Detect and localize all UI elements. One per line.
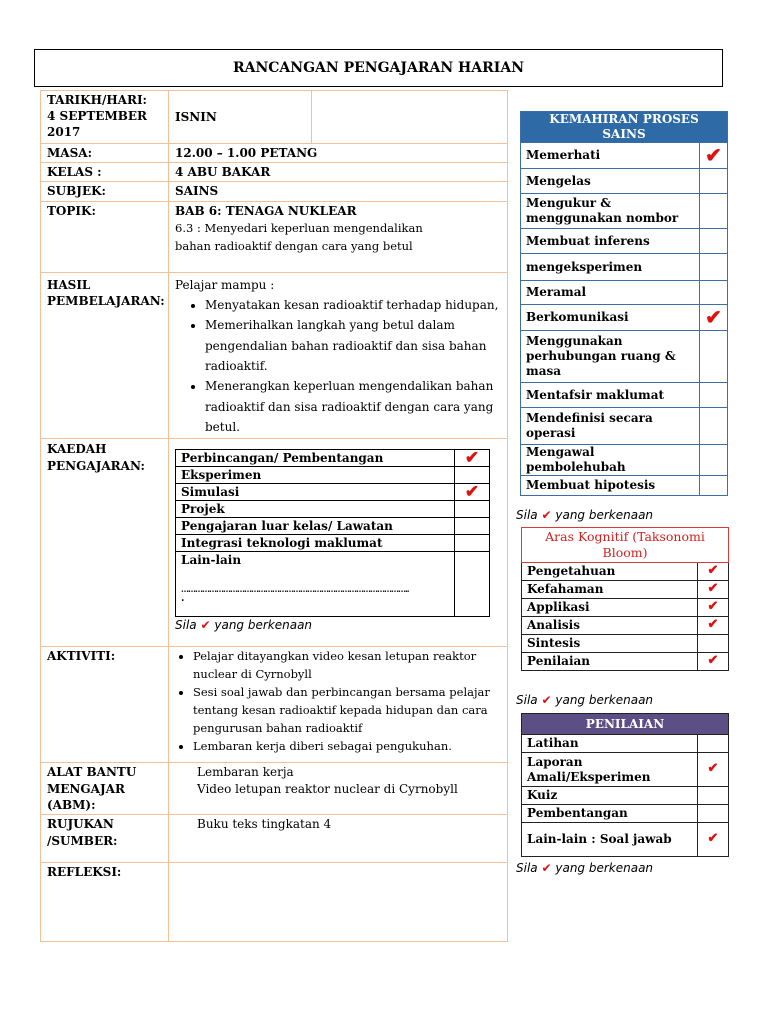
topik-title: BAB 6: TENAGA NUKLEAR [175,203,357,218]
kelas-label: KELAS : [41,163,169,182]
check-icon: ✔ [455,450,490,467]
kps-item: Mengukur & menggunakan nombor [521,194,700,229]
table-row [522,653,729,671]
method-label: Lain-lain [181,553,242,568]
abm-line1: Lembaran kerja [197,765,294,780]
kps-item: Meramal [521,281,700,305]
kps-item: Mendefinisi secara operasi [521,408,700,445]
checkbox-cell [700,445,728,476]
check-icon: ✔ [700,143,728,169]
list-item: • Menerangkan keperluan mengendalikan bahan radioaktif dan sisa radioaktif dengan cara yang betul. [205,376,501,437]
dot: . [181,593,185,605]
checkbox-cell [455,552,490,617]
table-row [176,450,490,467]
checkbox-cell [455,518,490,535]
kps-item: Mengawal pembolehubah [521,445,700,476]
topik-label: TOPIK: [41,201,169,272]
aras-item: Pengetahuan [522,563,698,581]
table-row [521,305,728,331]
aras-table [521,527,729,671]
aras-item: Sintesis [522,635,698,653]
sila-note: Sila ✔ yang berkenaan [175,618,313,633]
table-row [521,281,728,305]
check-icon: ✔ [698,823,729,857]
table-row [522,787,729,805]
kps-header: KEMAHIRAN PROSES SAINS [521,112,728,143]
row-tarikh [41,91,508,144]
table-row [176,552,490,617]
dotted-line: …………………………………………………………………………………….. [181,584,409,595]
row-topik [41,201,508,272]
checkbox-cell [700,169,728,194]
penilaian-item: Latihan [522,735,698,753]
table-row [176,518,490,535]
checkbox-cell [700,408,728,445]
kps-item: Mengelas [521,169,700,194]
table-row [521,476,728,496]
kps-item: Membuat hipotesis [521,476,700,496]
aktiviti-list [175,648,501,755]
kps-item: Berkomunikasi [521,305,700,331]
subjek-value: SAINS [169,182,508,201]
checkbox-cell [700,194,728,229]
method-label: Perbincangan/ Pembentangan [176,450,455,467]
day-value: ISNIN [169,91,312,144]
kps-item: Memerhati [521,143,700,169]
method-label: Integrasi teknologi maklumat [176,535,455,552]
aras-item: Kefahaman [522,581,698,599]
penilaian-item: Laporan Amali/Eksperimen [522,753,698,787]
checkbox-cell [455,535,490,552]
method-label: Projek [176,501,455,518]
tarikh-date: 4 SEPTEMBER 2017 [47,109,147,140]
table-row [521,254,728,281]
sila-note: Sila ✔ yang berkenaan [516,861,654,875]
check-icon: ✔ [541,861,552,875]
refleksi-label: REFLEKSI: [41,863,169,942]
table-row [522,753,729,787]
checkbox-cell [700,254,728,281]
penilaian-item: Pembentangan [522,805,698,823]
table-row [522,599,729,617]
page-title: RANCANGAN PENGAJARAN HARIAN [34,49,723,87]
check-icon: ✔ [698,599,729,617]
table-row [521,169,728,194]
checkbox-cell [700,281,728,305]
tarikh-empty-cell [312,91,508,144]
row-masa [41,144,508,163]
checkbox-cell [698,805,729,823]
check-icon: ✔ [541,508,552,522]
kps-item: mengeksperimen [521,254,700,281]
table-row [522,581,729,599]
checkbox-cell [698,735,729,753]
sila-note: Sila ✔ yang berkenaan [516,508,654,522]
row-kaedah [41,439,508,647]
table-row [521,143,728,169]
abm-line2: Video letupan reaktor nuclear di Cyrnobyll [197,781,458,796]
list-item: • Sesi soal jawab dan perbincangan bersama pelajar tentang kesan radioaktif kepada hidupan dan cara pengurusan bahan radioaktif [193,684,501,737]
check-icon: ✔ [698,581,729,599]
table-row [521,383,728,408]
checkbox-cell [700,229,728,254]
hasil-label: HASIL PEMBELAJARAN: [41,272,169,439]
table-row [176,484,490,501]
kps-item: Mentafsir maklumat [521,383,700,408]
rujukan-value: Buku teks tingkatan 4 [169,815,508,863]
refleksi-value [169,863,508,942]
aras-item: Analisis [522,617,698,635]
list-item: • Pelajar ditayangkan video kesan letupan reaktor nuclear di Cyrnobyll [193,648,501,684]
method-label: Eksperimen [176,467,455,484]
table-row [521,229,728,254]
penilaian-table [521,713,729,857]
check-icon: ✔ [455,484,490,501]
row-refleksi [41,863,508,942]
checkbox-cell [700,331,728,383]
table-row [521,408,728,445]
check-icon: ✔ [698,617,729,635]
checkbox-cell [700,476,728,496]
aras-item: Applikasi [522,599,698,617]
penilaian-header: PENILAIAN [522,714,729,735]
checkbox-cell [455,467,490,484]
list-item: • Memerihalkan langkah yang betul dalam pengendalian bahan radioaktif dan sisa bahan radioaktif. [205,315,501,376]
checkbox-cell [698,787,729,805]
check-icon: ✔ [698,753,729,787]
row-rujukan [41,815,508,863]
table-row [522,823,729,857]
rujukan-label: RUJUKAN /SUMBER: [41,815,169,863]
check-icon: ✔ [700,305,728,331]
method-label: Pengajaran luar kelas/ Lawatan [176,518,455,535]
table-row [521,445,728,476]
table-row [521,331,728,383]
row-abm [41,763,508,815]
hasil-list [175,295,501,438]
penilaian-item: Lain-lain : Soal jawab [522,823,698,857]
penilaian-item: Kuiz [522,787,698,805]
method-label: Simulasi [176,484,455,501]
check-icon: ✔ [541,693,552,707]
check-icon: ✔ [698,563,729,581]
table-row [176,467,490,484]
masa-value: 12.00 – 1.00 PETANG [169,144,508,163]
row-subjek [41,182,508,201]
methods-table [175,449,490,617]
checkbox-cell [698,635,729,653]
table-row [522,617,729,635]
kps-item: Membuat inferens [521,229,700,254]
lesson-plan-table [40,90,508,942]
aras-item: Penilaian [522,653,698,671]
kps-item: Menggunakan perhubungan ruang & masa [521,331,700,383]
hasil-intro: Pelajar mampu : [175,277,275,292]
kps-table [520,111,728,496]
check-icon: ✔ [698,653,729,671]
kaedah-label: KAEDAH PENGAJARAN: [41,439,169,647]
topik-sub: 6.3 : Menyedari keperluan mengendalikan bahan radioaktif dengan cara yang betul [175,220,423,254]
masa-label: MASA: [41,144,169,163]
row-aktiviti [41,647,508,763]
table-row [521,194,728,229]
table-row [176,501,490,518]
row-hasil [41,272,508,439]
table-row [176,535,490,552]
table-row [522,635,729,653]
row-kelas [41,163,508,182]
abm-label: ALAT BANTU MENGAJAR (ABM): [41,763,169,815]
check-icon: ✔ [200,618,211,633]
aktiviti-label: AKTIVITI: [41,647,169,763]
tarikh-label: TARIKH/HARI: [47,93,147,107]
table-row [522,805,729,823]
checkbox-cell [455,501,490,518]
checkbox-cell [700,383,728,408]
list-item: • Menyatakan kesan radioaktif terhadap hidupan, [205,295,501,315]
kelas-value: 4 ABU BAKAR [169,163,508,182]
sila-note: Sila ✔ yang berkenaan [516,693,654,707]
table-row [522,735,729,753]
aras-header: Aras Kognitif (Taksonomi Bloom) [522,528,729,563]
list-item: • Lembaran kerja diberi sebagai pengukuhan. [193,738,501,756]
subjek-label: SUBJEK: [41,182,169,201]
table-row [522,563,729,581]
